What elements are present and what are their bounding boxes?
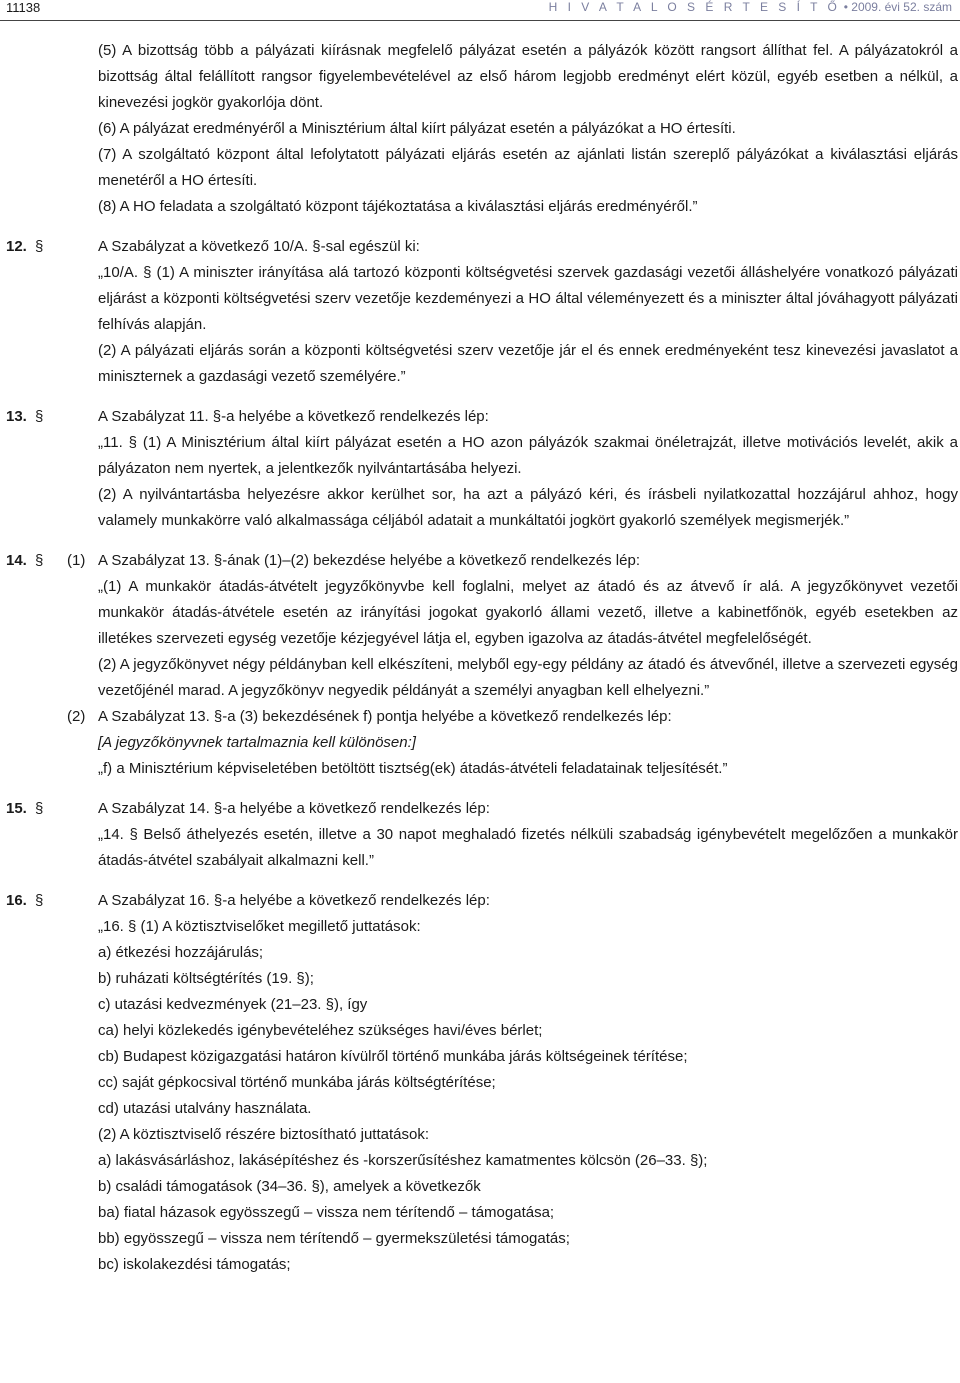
list-item: (2) A köztisztviselő részére biztosítható juttatások: bbox=[98, 1126, 429, 1143]
page-header bbox=[0, 0, 960, 20]
separator-dot: • bbox=[843, 0, 848, 14]
intro-paragraph-5: (5) A bizottság több a pályázati kiírásnak megfelelő pályázat esetén a pályázók között rangsort állíthat fel. A pályázatokról a bizottság által felállított rangsor figyelembevételével az első három legjobb eredményt elért közül, egyéb esetben a nélkül, a kinevezési jogkör gyakorlója dönt. bbox=[98, 42, 958, 111]
section-sign: § bbox=[35, 408, 44, 425]
section-number: 15. bbox=[6, 800, 27, 817]
section-paragraph: „(1) A munkakör átadás-átvételt jegyzőkönyvbe kell foglalni, melyet az átadó és az átvevő ír alá. A jegyzőkönyvet vezetői munkakör átadás-átvétele esetén az irányítási jogokat gyakorló állami vezető, illetve a kabinetfőnök, egyéb esetekben az illetékes szervezeti egység vezetője kézjegyével látja el, egyben igazolva az átadás-átvétel megfelelőségét. bbox=[98, 578, 958, 647]
bracketed-context: [A jegyzőkönyvnek tartalmaznia kell különösen:] bbox=[98, 734, 416, 751]
list-item: cd) utazási utalvány használata. bbox=[98, 1100, 312, 1117]
section-sign: § bbox=[35, 238, 44, 255]
page-number: 11138 bbox=[6, 0, 41, 15]
section-title: A Szabályzat a következő 10/A. §-sal egészül ki: bbox=[98, 238, 420, 255]
list-item: ba) fiatal házasok egyösszegű – vissza nem térítendő – támogatása; bbox=[98, 1204, 555, 1221]
section-sign: § bbox=[35, 892, 44, 909]
section-title: A Szabályzat 16. §-a helyébe a következő rendelkezés lép: bbox=[98, 892, 490, 909]
list-item: a) étkezési hozzájárulás; bbox=[98, 944, 264, 961]
list-item: cb) Budapest közigazgatási határon kívülről történő munkába járás költségeinek térítése; bbox=[98, 1048, 688, 1065]
section-paragraph: „14. § Belső áthelyezés esetén, illetve a 30 napot meghaladó fizetés nélküli szabadság igénybevételt megelőzően a munkakör átadás-átvétel szabályait alkalmazni kell.” bbox=[98, 826, 958, 869]
section-paragraph: „f) a Minisztérium képviseletében betöltött tisztség(ek) átadás-átvételi feladatainak teljesítését.” bbox=[98, 760, 728, 777]
list-item: b) családi támogatások (34–36. §), amelyek a következők bbox=[98, 1178, 481, 1195]
section-title: A Szabályzat 11. §-a helyébe a következő rendelkezés lép: bbox=[98, 408, 489, 425]
subsection-title: A Szabályzat 13. §-a (3) bekezdésének f) pontja helyébe a következő rendelkezés lép: bbox=[98, 708, 672, 725]
section-paragraph: (2) A jegyzőkönyvet négy példányban kell elkészíteni, melyből egy-egy példány az átadó és átvevőnél, illetve a szervezeti egység vezetőjénél marad. A jegyzőkönyv negyedik példányát a személyi anyagban kell elhelyezni.” bbox=[98, 656, 958, 699]
section-12 bbox=[6, 234, 958, 390]
subsection-mark: (1) bbox=[67, 552, 86, 569]
section-sign: § bbox=[35, 552, 44, 569]
document-body bbox=[6, 38, 958, 1278]
issue-number: 2009. évi 52. szám bbox=[851, 0, 952, 14]
list-item: b) ruházati költségtérítés (19. §); bbox=[98, 970, 314, 987]
intro-paragraph-7: (7) A szolgáltató központ által lefolytatott pályázati eljárás esetén az ajánlati listán szereplő pályázókat a kiválasztási eljárás menetéről a HO értesíti. bbox=[98, 146, 958, 189]
section-paragraph: (2) A nyilvántartásba helyezésre akkor kerülhet sor, ha azt a pályázó kéri, és írásbeli nyilatkozattal hozzájárul ahhoz, hogy valamely munkakörre való alkalmassága céljából adatait a munkáltatói jogkört gyakorló személyek megismerjék.” bbox=[98, 486, 958, 529]
section-15 bbox=[6, 796, 958, 874]
intro-paragraph-8: (8) A HO feladata a szolgáltató központ tájékoztatása a kiválasztási eljárás eredményéről.” bbox=[98, 198, 698, 215]
publication-title: H I V A T A L O S É R T E S Í T Ő bbox=[548, 0, 841, 14]
list-item: cc) saját gépkocsival történő munkába járás költségtérítése; bbox=[98, 1074, 496, 1091]
list-item: a) lakásvásárláshoz, lakásépítéshez és -korszerűsítéshez kamatmentes kölcsön (26–33. §); bbox=[98, 1152, 708, 1169]
list-item: bc) iskolakezdési támogatás; bbox=[98, 1256, 291, 1273]
section-sign: § bbox=[35, 800, 44, 817]
section-number: 13. bbox=[6, 408, 27, 425]
section-title: A Szabályzat 14. §-a helyébe a következő rendelkezés lép: bbox=[98, 800, 490, 817]
list-item: ca) helyi közlekedés igénybevételéhez szükséges havi/éves bérlet; bbox=[98, 1022, 543, 1039]
list-item: „16. § (1) A köztisztviselőket megillető juttatások: bbox=[98, 918, 421, 935]
section-paragraph: „10/A. § (1) A miniszter irányítása alá tartozó központi költségvetési szervek gazdasági vezetői álláshelyére vonatkozó pályázati eljárást a központi költségvetési szerv vezetője kezdeményezi a HO által véleményezett és a miniszter által jóváhagyott pályázati felhívás alapján. bbox=[98, 264, 958, 333]
subsection-mark: (2) bbox=[67, 708, 86, 725]
publication-info bbox=[549, 0, 952, 14]
section-14 bbox=[6, 548, 958, 782]
section-number: 16. bbox=[6, 892, 27, 909]
section-13 bbox=[6, 404, 958, 534]
list-item: c) utazási kedvezmények (21–23. §), így bbox=[98, 996, 368, 1013]
section-paragraph: (2) A pályázati eljárás során a központi költségvetési szerv vezetője jár el és ennek eredményeként tesz kinevezési javaslatot a miniszternek a gazdasági vezető személyére.” bbox=[98, 342, 958, 385]
list-item: bb) egyösszegű – vissza nem térítendő – gyermekszületési támogatás; bbox=[98, 1230, 570, 1247]
header-rule bbox=[0, 20, 960, 21]
intro-paragraph-6: (6) A pályázat eredményéről a Minisztérium által kiírt pályázat esetén a pályázókat a HO értesíti. bbox=[98, 120, 736, 137]
section-number: 14. bbox=[6, 552, 27, 569]
section-16 bbox=[6, 888, 958, 1278]
section-paragraph: „11. § (1) A Minisztérium által kiírt pályázat esetén a HO azon pályázók szakmai önéletrajzát, illetve motivációs levelét, akik a pályázaton nem nyertek, a jelentkezők nyilvántartásába helyezi. bbox=[98, 434, 958, 477]
section-number: 12. bbox=[6, 238, 27, 255]
subsection-title: A Szabályzat 13. §-ának (1)–(2) bekezdése helyébe a következő rendelkezés lép: bbox=[98, 552, 640, 569]
